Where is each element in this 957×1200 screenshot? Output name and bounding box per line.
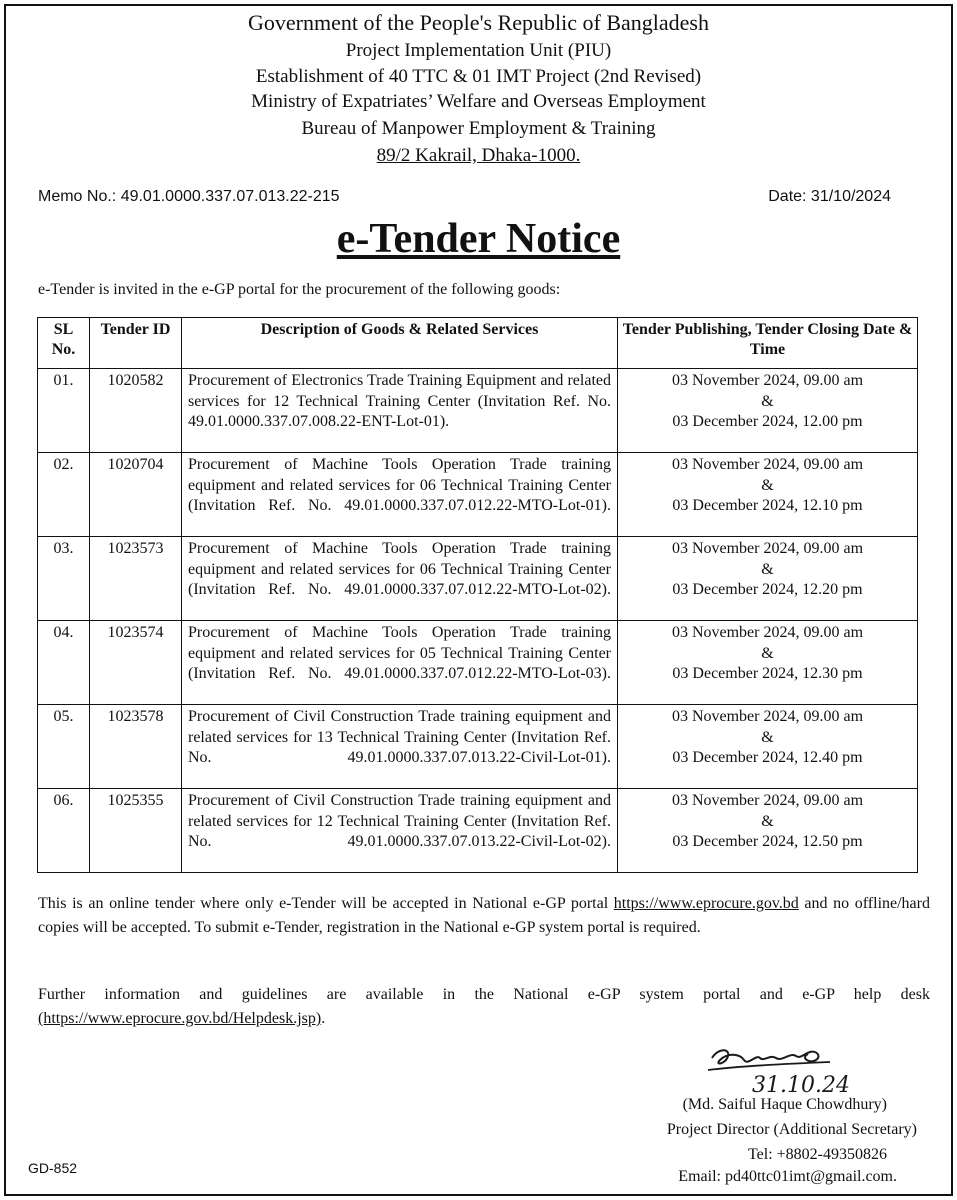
publish-date: 03 November 2024, 09.00 am [671,540,864,557]
guidelines-paragraph: Further information and guidelines are available in the National e-GP system portal and e-GP help desk (https://www.eprocure.gov.bd/Helpdesk.jsp). [38,986,930,1027]
publish-date: 03 November 2024, 09.00 am [671,456,864,473]
table-header-row [38,318,918,369]
closing-date: 03 December 2024, 12.30 pm [672,665,863,683]
closing-date: 03 December 2024, 12.50 pm [672,833,863,851]
svg-text:31.10.24: 31.10.24 [752,1073,850,1098]
closing-date: 03 December 2024, 12.00 pm [672,413,863,431]
cell-dates [618,453,918,537]
date-separator: & [761,560,774,578]
cell-dates [618,369,918,453]
cell-tender-id: 1023578 [90,705,182,789]
cell-sl: 06. [38,789,90,873]
publish-date: 03 November 2024, 09.00 am [671,708,864,725]
publish-date: 03 November 2024, 09.00 am [671,372,864,389]
eprocure-link[interactable]: https://www.eprocure.gov.bd [613,895,799,912]
header-piu: Project Implementation Unit (PIU) [345,40,612,61]
cell-description: Procurement of Machine Tools Operation Trade training equipment and related services for 05 Technical Training Center (Invitation Ref. No. 49.01.0000.337.07.012.22-MTO-Lot-03). [182,621,618,705]
online-tender-paragraph: This is an online tender where only e-Tender will be accepted in National e-GP portal https://www.eprocure.gov.bd and no offline/hard copies will be accepted. To submit e-Tender, registration in the National e-GP system portal is required. [38,895,930,936]
cell-description: Procurement of Electronics Trade Training Equipment and related services for 12 Technical Training Center (Invitation Ref. No. 49.01.0000.337.07.008.22-ENT-Lot-01). [182,369,618,453]
cell-sl: 02. [38,453,90,537]
header-project: Establishment of 40 TTC & 01 IMT Project (2nd Revised) [255,66,702,87]
header-bureau: Bureau of Manpower Employment & Training [301,118,656,139]
signature [700,1040,870,1100]
header-description: Description of Goods & Related Services [182,318,618,369]
signatory-email: Email: pd40ttc01imt@gmail.com. [678,1168,897,1185]
cell-sl: 05. [38,705,90,789]
table-row [38,789,918,873]
cell-dates [618,789,918,873]
tender-table [37,317,918,873]
cell-dates [618,705,918,789]
publish-date: 03 November 2024, 09.00 am [671,792,864,809]
cell-dates [618,621,918,705]
table-row [38,369,918,453]
signatory-name: (Md. Saiful Haque Chowdhury) [682,1096,887,1113]
header-dates: Tender Publishing, Tender Closing Date & Time [618,318,918,369]
page-title: e-Tender Notice [336,216,621,262]
cell-tender-id: 1025355 [90,789,182,873]
cell-description: Procurement of Machine Tools Operation Trade training equipment and related services for 06 Technical Training Center (Invitation Ref. No. 49.01.0000.337.07.012.22-MTO-Lot-01). [182,453,618,537]
header-ministry: Ministry of Expatriates’ Welfare and Overseas Employment [251,91,706,112]
cell-sl: 04. [38,621,90,705]
date-separator: & [761,392,774,410]
cell-description: Procurement of Machine Tools Operation Trade training equipment and related services for 06 Technical Training Center (Invitation Ref. No. 49.01.0000.337.07.012.22-MTO-Lot-02). [182,537,618,621]
memo-number: Memo No.: 49.01.0000.337.07.013.22-215 [38,188,340,205]
cell-description: Procurement of Civil Construction Trade training equipment and related services for 12 Technical Training Center (Invitation Ref. No. 49.01.0000.337.07.013.22-Civil-Lot-02). [182,789,618,873]
cell-sl: 03. [38,537,90,621]
cell-description: Procurement of Civil Construction Trade training equipment and related services for 13 Technical Training Center (Invitation Ref. No. 49.01.0000.337.07.013.22-Civil-Lot-01). [182,705,618,789]
date-separator: & [761,728,774,746]
header-sl: SL No. [38,318,90,369]
signatory-phone: Tel: +8802-49350826 [748,1146,887,1163]
table-row [38,705,918,789]
date-separator: & [761,476,774,494]
intro-text: e-Tender is invited in the e-GP portal for the procurement of the following goods: [38,281,561,298]
table-row [38,621,918,705]
header-government: Government of the People's Republic of Bangladesh [248,10,709,35]
footer-code: GD-852 [28,1160,78,1176]
header-address: 89/2 Kakrail, Dhaka-1000. [376,145,581,166]
date-separator: & [761,644,774,662]
table-row [38,537,918,621]
closing-date: 03 December 2024, 12.10 pm [672,497,863,515]
cell-sl: 01. [38,369,90,453]
helpdesk-link[interactable]: (https://www.eprocure.gov.bd/Helpdesk.jsp) [38,1010,322,1027]
cell-tender-id: 1023574 [90,621,182,705]
cell-tender-id: 1020582 [90,369,182,453]
notice-date: Date: 31/10/2024 [768,188,891,205]
cell-tender-id: 1023573 [90,537,182,621]
closing-date: 03 December 2024, 12.20 pm [672,581,863,599]
publish-date: 03 November 2024, 09.00 am [671,624,864,641]
cell-tender-id: 1020704 [90,453,182,537]
signatory-designation: Project Director (Additional Secretary) [666,1121,917,1138]
closing-date: 03 December 2024, 12.40 pm [672,749,863,767]
table-row [38,453,918,537]
header-tender-id: Tender ID [90,318,182,369]
date-separator: & [761,812,774,830]
cell-dates [618,537,918,621]
